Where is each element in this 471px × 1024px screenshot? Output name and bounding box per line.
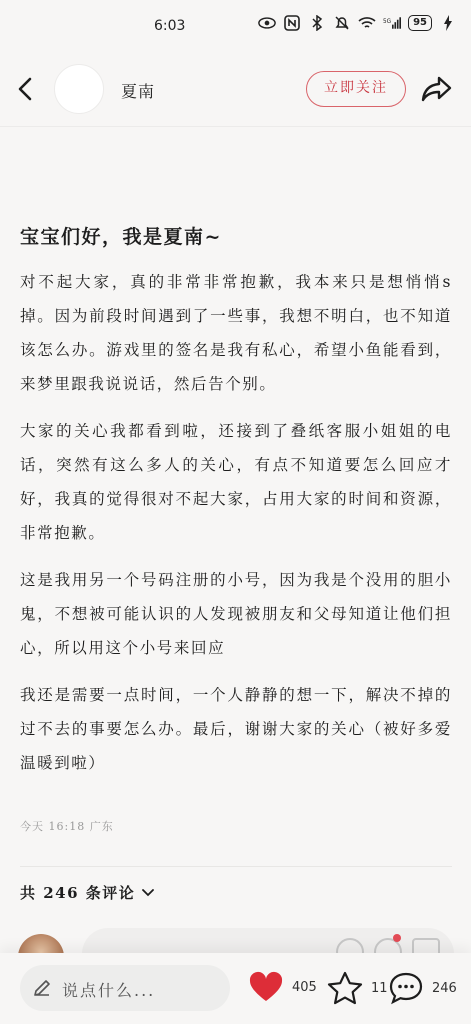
post-paragraph: 对不起大家，真的非常非常抱歉，我本来只是想悄悄s掉。因为前段时间遇到了一些事，我想不明白，也不知道该怎么办。游戏里的签名是我有私心，希望小鱼能看到，来梦里跟我说说话，然后告个别。	[20, 273, 452, 393]
comments-count-label: 共 246 条评论	[20, 884, 136, 902]
follow-button[interactable]: 立即关注	[306, 71, 406, 107]
author-name[interactable]: 夏南	[121, 82, 156, 101]
comment-bubble-icon	[388, 971, 424, 1005]
comment-input-placeholder: 说点什么...	[62, 981, 156, 1000]
charging-icon	[439, 14, 457, 32]
heart-icon	[248, 971, 284, 1003]
signal-5g-icon	[383, 14, 401, 32]
comments-header[interactable]	[20, 882, 155, 903]
comment-button[interactable]	[388, 971, 457, 1005]
comment-count: 246	[432, 980, 457, 996]
bottom-bar	[0, 953, 471, 1024]
share-button[interactable]	[420, 72, 454, 106]
post-content	[20, 222, 452, 793]
like-count: 405	[292, 979, 317, 995]
post-title: 宝宝们好，我是夏南~	[20, 226, 222, 248]
comment-input-button[interactable]	[20, 965, 230, 1011]
post-paragraph: 这是我用另一个号码注册的小号，因为我是个没用的胆小鬼，不想被可能认识的人发现被朋友和父母知道让他们担心，所以用这个小号来回应	[20, 571, 452, 657]
author-avatar[interactable]	[54, 64, 104, 114]
post-paragraph: 我还是需要一点时间，一个人静静的想一下，解决不掉的过不去的事要怎么办。最后，谢谢大家的关心（被好多爱温暖到啦）	[20, 686, 452, 772]
divider	[20, 866, 452, 867]
svg-text:5G: 5G	[383, 19, 392, 25]
notification-dot	[393, 934, 401, 942]
share-icon	[420, 72, 454, 106]
star-icon	[327, 971, 363, 1005]
status-bar	[0, 0, 471, 52]
wifi-icon	[358, 14, 376, 32]
post-paragraph: 大家的关心我都看到啦，还接到了叠纸客服小姐姐的电话，突然有这么多人的关心，有点不知道要怎么回应才好，我真的觉得很对不起大家，占用大家的时间和资源，非常抱歉。	[20, 422, 452, 542]
mute-bell-icon	[333, 14, 351, 32]
back-button[interactable]	[14, 74, 40, 104]
eye-icon	[258, 14, 276, 32]
post-meta: 今天 16:18 广东	[20, 820, 114, 833]
chevron-down-icon	[141, 888, 155, 898]
favorite-button[interactable]	[327, 971, 388, 1005]
battery-indicator: 95	[408, 15, 432, 31]
status-icons	[258, 14, 457, 32]
status-time: 6:03	[154, 18, 186, 34]
divider	[0, 126, 471, 127]
pencil-icon	[32, 978, 52, 998]
nfc-icon	[283, 14, 301, 32]
favorite-count: 11	[371, 980, 388, 996]
bluetooth-icon	[308, 14, 326, 32]
top-nav	[0, 58, 471, 122]
like-button[interactable]	[248, 971, 317, 1003]
chevron-left-icon	[14, 74, 40, 104]
